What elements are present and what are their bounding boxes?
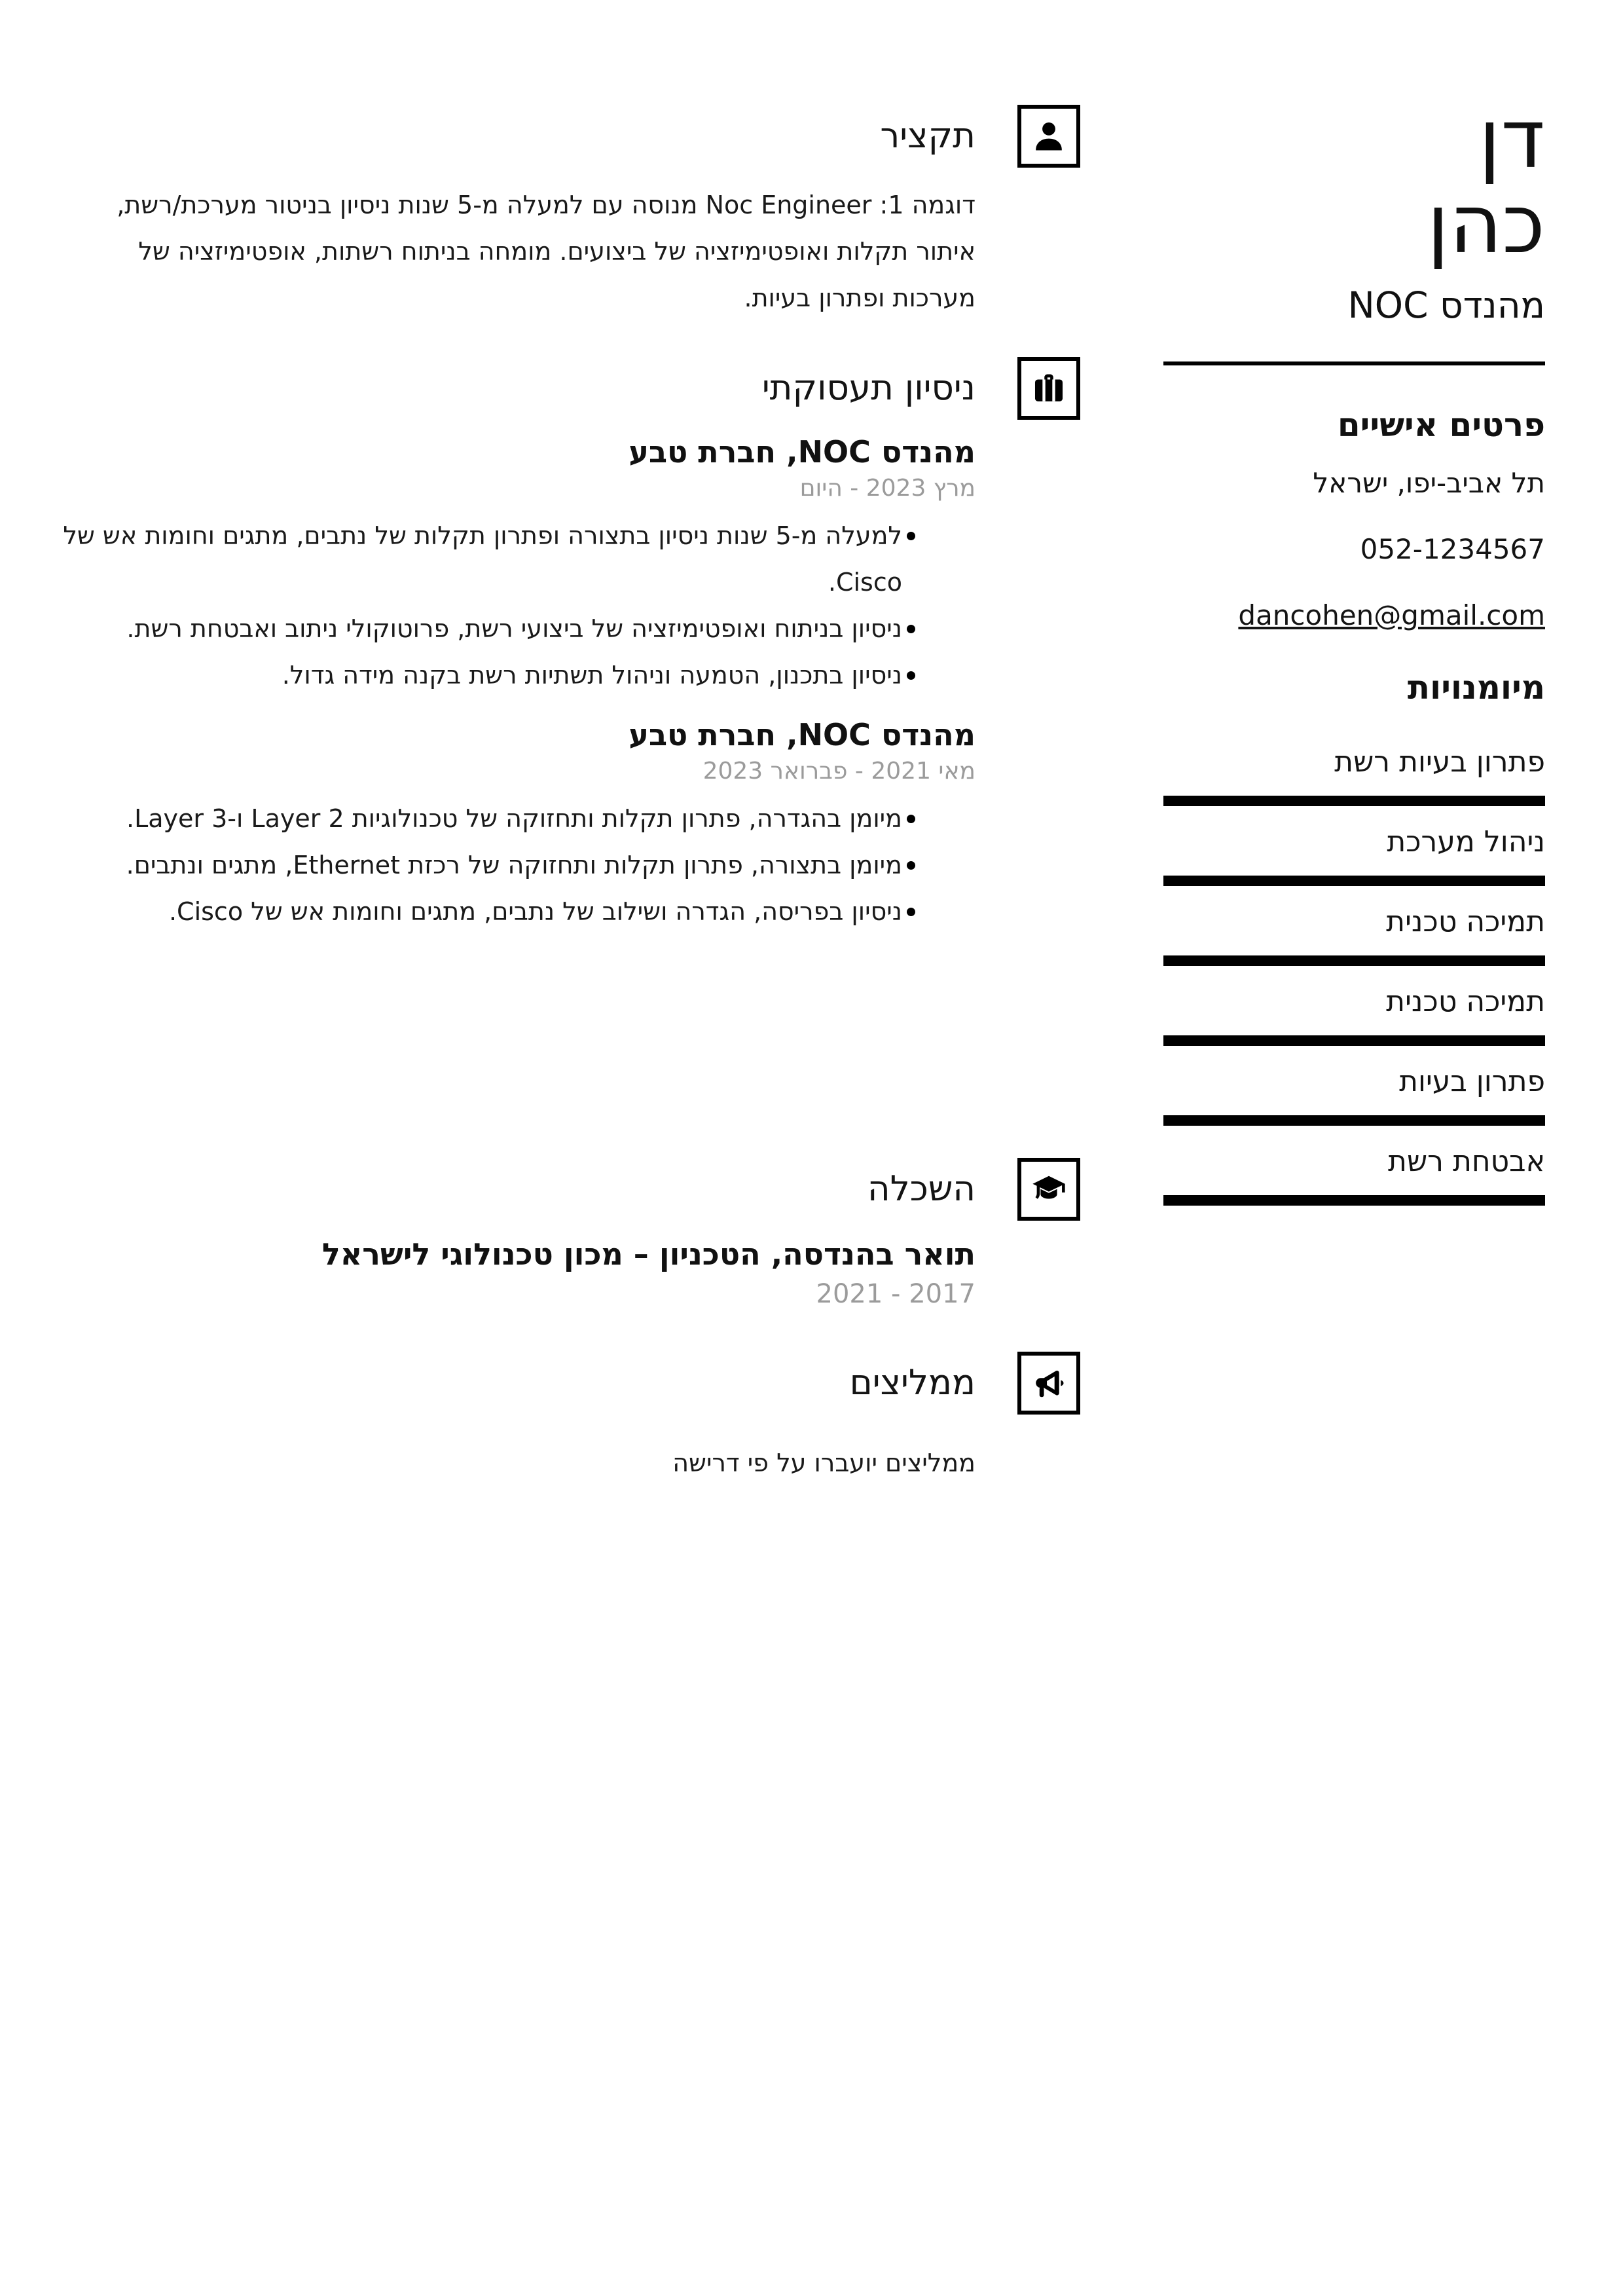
email-link[interactable]: dancohen@gmail.com [1238,599,1545,631]
education-header [62,1158,1080,1221]
experience-header [62,357,1080,420]
jobs-list [62,433,1080,935]
job-period: מרץ 2023 - היום [799,475,976,502]
phone-text: 052-1234567 [1360,533,1545,565]
skill-bar-fill [1163,1115,1545,1126]
degree-title: תואר בהנדסה, הטכניון – מכון טכנולוגי לישראל [321,1236,976,1272]
skill-label: פתרון בעיות רשת [1334,745,1545,779]
person-icon [1017,105,1080,168]
references-section [62,1352,1080,1483]
skill-bar [1163,796,1545,806]
experience-heading: ניסיון תעסוקתי [761,368,976,408]
summary-section [62,105,1080,322]
skill-item [1163,1145,1545,1206]
sidebar-divider [1163,361,1545,365]
skills-heading: מיומנויות [1407,669,1545,707]
graduation-cap-icon [1017,1158,1080,1221]
job-entry [62,433,976,699]
last-name: כהן [1427,177,1545,272]
skill-bar-fill [1163,796,1545,806]
first-name: דן [1478,92,1545,187]
skill-label: ניהול מערכת [1387,825,1545,859]
skill-bar [1163,955,1545,966]
skill-item [1163,906,1545,966]
job-period: מאי 2021 - פברואר 2023 [702,758,976,785]
education-section [62,1158,1080,1310]
skill-bar-fill [1163,1195,1545,1206]
summary-header [62,105,1080,168]
candidate-name [1163,92,1545,272]
skill-label: תמיכה טכנית [1386,905,1545,938]
job-bullet: ניסיון בתכנון, הטמעה וניהול תשתיות רשת בקנה מידה גדול. [62,652,902,699]
references-text: ממליצים יועברו על פי דרישה [672,1449,976,1477]
job-entry [62,716,976,935]
skill-item [1163,746,1545,806]
summary-text: דוגמה 1: Noc Engineer מנוסה עם למעלה מ-5 שנות ניסיון בניטור מערכת/רשת, איתור תקלות ואופטימיזציה של ביצועים. מומחה בניתוח רשתות, אופטימיזציה של מערכות ופתרון בעיות. [117,191,976,312]
briefcase-icon [1017,357,1080,420]
job-bullets [62,513,976,699]
skill-label: תמיכה טכנית [1386,985,1545,1018]
summary-heading: תקציר [880,116,976,156]
references-header [62,1352,1080,1415]
skills-list [1163,746,1545,1206]
education-heading: השכלה [867,1169,976,1209]
job-title: מהנדס NOC, חברת טבע [629,434,976,470]
education-period: 2017 - 2021 [816,1279,976,1309]
job-bullet: מיומן בהגדרה, פתרון תקלות ותחזוקה של טכנולוגיות Layer 2 ו-Layer 3. [62,796,902,842]
skill-bar [1163,876,1545,886]
skill-label: אבטחת רשת [1388,1145,1545,1178]
skill-bar [1163,1195,1545,1206]
contact-list [1163,469,1545,630]
references-heading: ממליצים [849,1363,976,1403]
skill-item [1163,1065,1545,1126]
skill-bar-fill [1163,1035,1545,1046]
sidebar [1163,0,1545,1225]
skill-item [1163,826,1545,886]
skill-item [1163,986,1545,1046]
skill-bar [1163,1115,1545,1126]
megaphone-icon [1017,1352,1080,1415]
job-bullet: ניסיון בניתוח ואופטימיזציה של ביצועי רשת, פרוטוקולי ניתוב ואבטחת רשת. [62,606,902,652]
job-bullet: ניסיון בפריסה, הגדרה ושילוב של נתבים, מתגים וחומות אש של Cisco. [62,889,902,935]
job-bullets [62,796,976,935]
job-bullet: מיומן בתצורה, פתרון תקלות ותחזוקה של רכזת Ethernet, מתגים ונתבים. [62,842,902,889]
skill-bar [1163,1035,1545,1046]
candidate-job-title: מהנדס NOC [1347,284,1545,326]
skill-bar-fill [1163,955,1545,966]
skill-label: פתרון בעיות [1399,1065,1545,1098]
job-title: מהנדס NOC, חברת טבע [629,717,976,752]
skill-bar-fill [1163,876,1545,886]
personal-details-heading: פרטים אישיים [1337,406,1545,444]
location-text: תל אביב-יפו, ישראל [1313,467,1545,499]
experience-section [62,357,1080,935]
job-bullet: למעלה מ-5 שנות ניסיון בתצורה ופתרון תקלות של נתבים, מתגים וחומות אש של Cisco. [62,513,902,606]
